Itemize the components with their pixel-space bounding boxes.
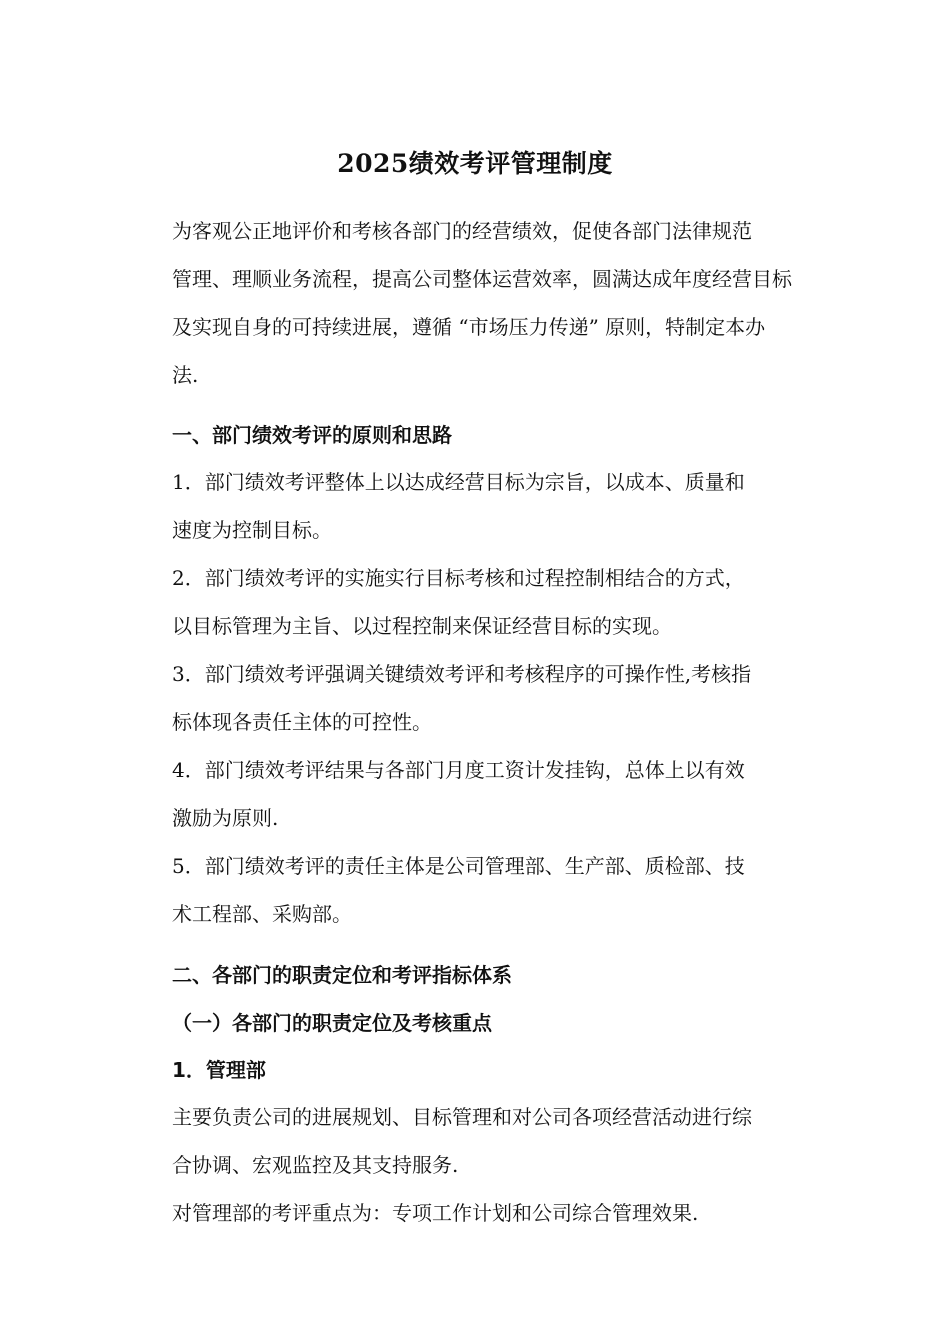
- section1-item-1: [128, 458, 828, 554]
- item-line: 1．部门绩效考评整体上以达成经营目标为宗旨，以成本、质量和: [172, 470, 745, 494]
- item-line: 2．部门绩效考评的实施实行目标考核和过程控制相结合的方式，: [172, 566, 745, 590]
- section1-item-5: [128, 842, 828, 938]
- intro-paragraph: [128, 207, 828, 399]
- paragraph-line: 合协调、宏观监控及其支持服务.: [172, 1153, 459, 1177]
- paragraph-line: 主要负责公司的进展规划、目标管理和对公司各项经营活动进行综: [172, 1105, 752, 1129]
- item-line: 3．部门绩效考评强调关键绩效考评和考核程序的可操作性,考核指: [172, 662, 752, 686]
- section2-paragraph-1: [128, 1093, 828, 1189]
- item-line: 4．部门绩效考评结果与各部门月度工资计发挂钩，总体上以有效: [172, 758, 745, 782]
- intro-line: 法.: [172, 363, 199, 387]
- section2-paragraph-2: [128, 1189, 828, 1237]
- item-line: 以目标管理为主旨、以过程控制来保证经营目标的实现。: [172, 614, 672, 638]
- item-line: 5．部门绩效考评的责任主体是公司管理部、生产部、质检部、技: [172, 854, 745, 878]
- item-line: 标体现各责任主体的可控性。: [172, 710, 432, 734]
- section2-subheading: （一）各部门的职责定位及考核重点: [172, 1011, 492, 1035]
- item-line: 速度为控制目标。: [172, 518, 332, 542]
- section1-item-3: [128, 650, 828, 746]
- intro-line: 为客观公正地评价和考核各部门的经营绩效，促使各部门法律规范: [172, 219, 752, 243]
- section1-heading: 一、部门绩效考评的原则和思路: [172, 423, 452, 447]
- intro-line: 管理、理顺业务流程，提高公司整体运营效率，圆满达成年度经营目标: [172, 267, 792, 291]
- item-line: 激励为原则.: [172, 806, 279, 830]
- section2-heading: 二、各部门的职责定位和考评指标体系: [172, 963, 512, 987]
- section2-item-heading: 1．管理部: [172, 1058, 266, 1082]
- item-line: 术工程部、采购部。: [172, 902, 352, 926]
- section1-item-2: [128, 554, 828, 650]
- intro-line: 及实现自身的可持续进展，遵循 “市场压力传递” 原则，特制定本办: [172, 315, 766, 339]
- section1-item-4: [128, 746, 828, 842]
- document-title: 2025绩效考评管理制度: [337, 149, 613, 178]
- paragraph-line: 对管理部的考评重点为：专项工作计划和公司综合管理效果.: [172, 1201, 699, 1225]
